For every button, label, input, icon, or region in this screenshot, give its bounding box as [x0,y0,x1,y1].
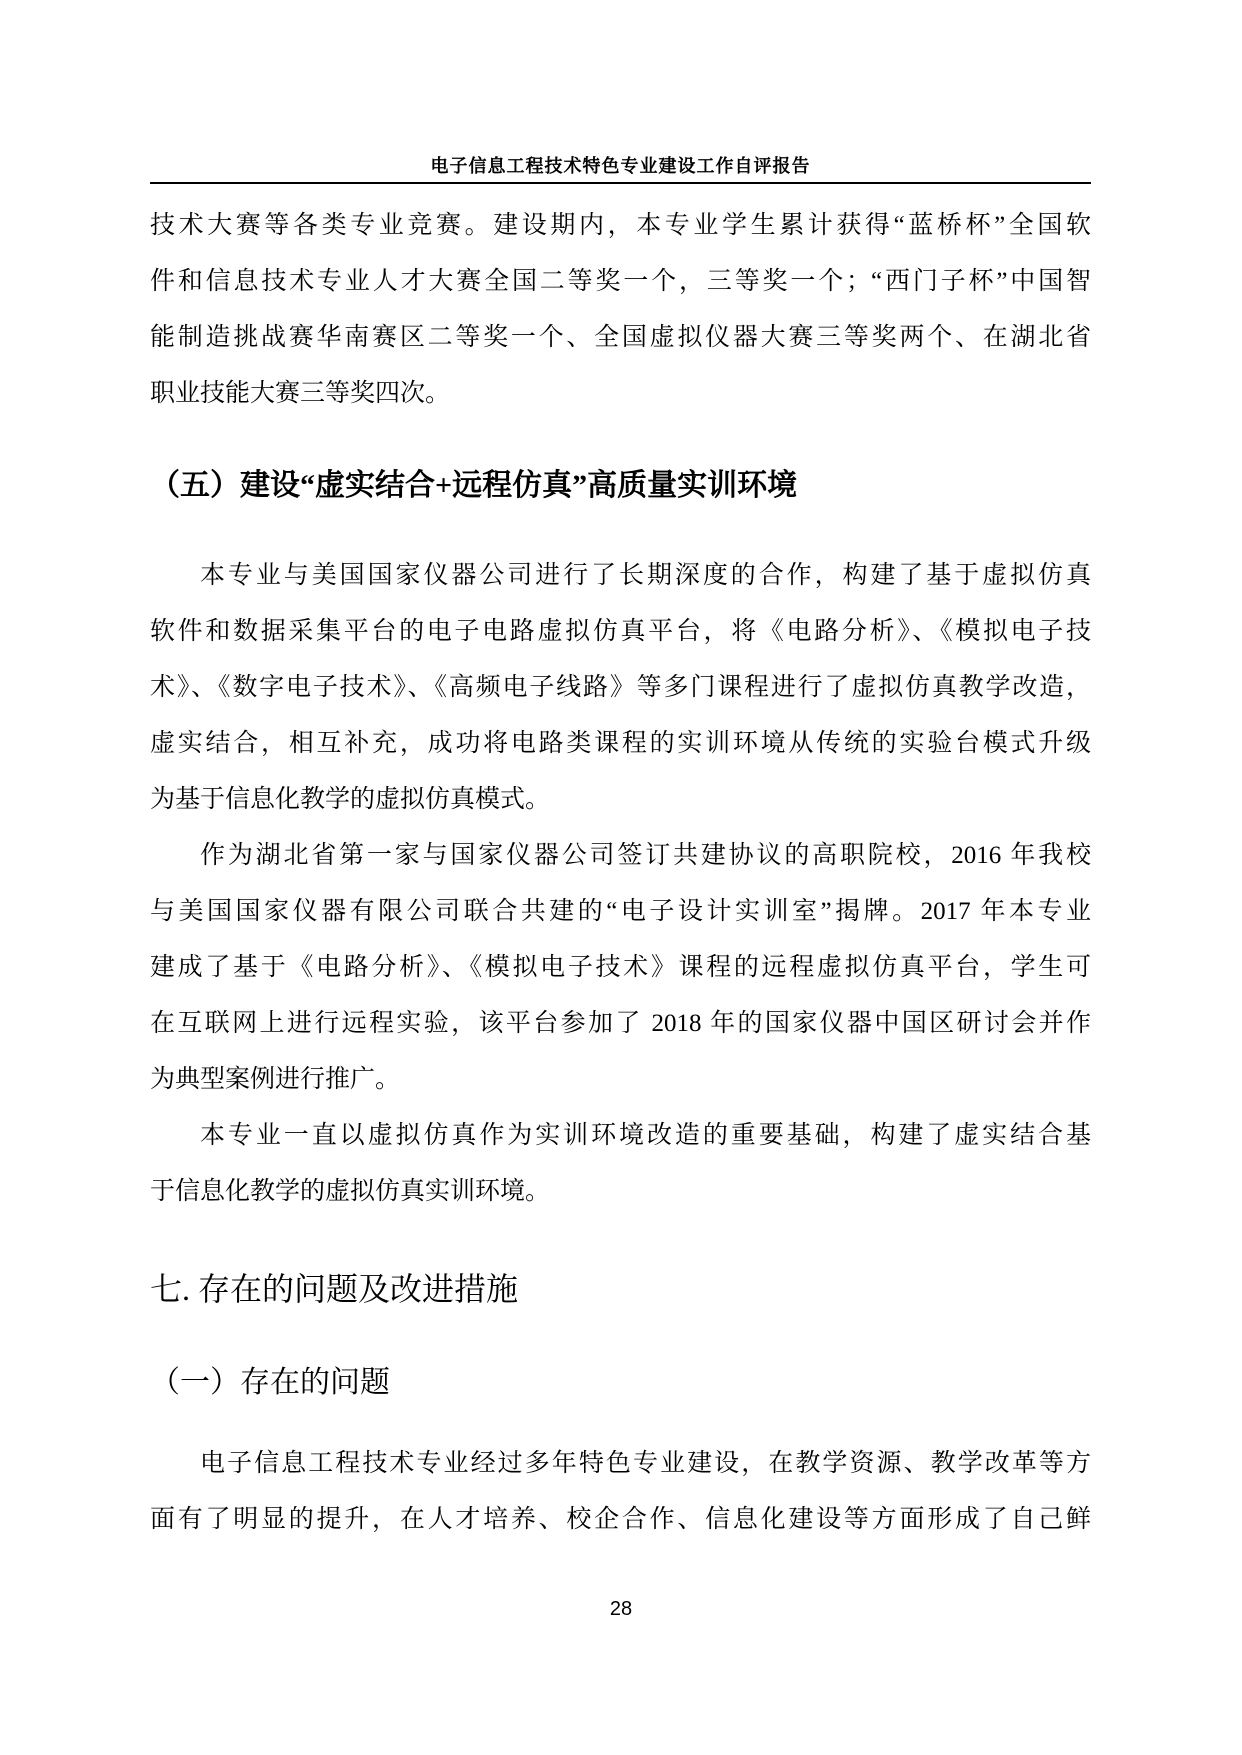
header-rule [150,182,1091,184]
text-line: 为基于信息化教学的虚拟仿真模式。 [150,786,551,813]
text-line: 于信息化教学的虚拟仿真实训环境。 [150,1178,551,1205]
text-line: 建成了基于《电路分析》、《模拟电子技术》课程的远程虚拟仿真平台，学生可 [150,954,1091,981]
text-line: 软件和数据采集平台的电子电路虚拟仿真平台，将《电路分析》、《模拟电子技 [150,618,1091,645]
text-line: 面有了明显的提升，在人才培养、校企合作、信息化建设等方面形成了自己鲜 [150,1506,1091,1533]
heading-section-five: （五）建设“虚实结合+远程仿真”高质量实训环境 [150,469,798,502]
paragraph-virtual-simulation [150,548,1091,828]
text-line: 虚实结合，相互补充，成功将电路类课程的实训环境从传统的实验台模式升级 [150,730,1091,757]
text-line: 职业技能大赛三等奖四次。 [150,380,451,407]
text-line: 为典型案例进行推广。 [150,1066,401,1093]
running-header-title: 电子信息工程技术特色专业建设工作自评报告 [430,156,811,176]
text-line: 本专业一直以虚拟仿真作为实训环境改造的重要基础，构建了虚实结合基 [200,1122,1091,1149]
paragraph-competition-awards [150,198,1091,422]
heading-subsection-one: （一）存在的问题 [150,1366,390,1399]
heading-section-seven: 七. 存在的问题及改进措施 [150,1271,519,1307]
text-line: 技术大赛等各类专业竞赛。建设期内，本专业学生累计获得“蓝桥杯”全国软 [150,212,1091,239]
text-line: 术》、《数字电子技术》、《高频电子线路》等多门课程进行了虚拟仿真教学改造， [150,674,1091,701]
paragraph-existing-problems [150,1436,1091,1548]
text-line: 作为湖北省第一家与国家仪器公司签订共建协议的高职院校，2016 年我校 [200,842,1091,869]
text-line: 本专业与美国国家仪器公司进行了长期深度的合作，构建了基于虚拟仿真 [200,562,1091,589]
text-line: 能制造挑战赛华南赛区二等奖一个、全国虚拟仪器大赛三等奖两个、在湖北省 [150,324,1091,351]
page-content [150,152,1091,1548]
page-number: 28 [609,1598,633,1620]
text-line: 件和信息技术专业人才大赛全国二等奖一个，三等奖一个；“西门子杯”中国智 [150,268,1091,295]
paragraph-training-environment [150,1108,1091,1220]
paragraph-ni-cooperation [150,828,1091,1108]
text-line: 与美国国家仪器有限公司联合共建的“电子设计实训室”揭牌。2017 年本专业 [150,898,1091,925]
text-line: 在互联网上进行远程实验，该平台参加了 2018 年的国家仪器中国区研讨会并作 [150,1010,1091,1037]
text-line: 电子信息工程技术专业经过多年特色专业建设，在教学资源、教学改革等方 [200,1450,1091,1477]
